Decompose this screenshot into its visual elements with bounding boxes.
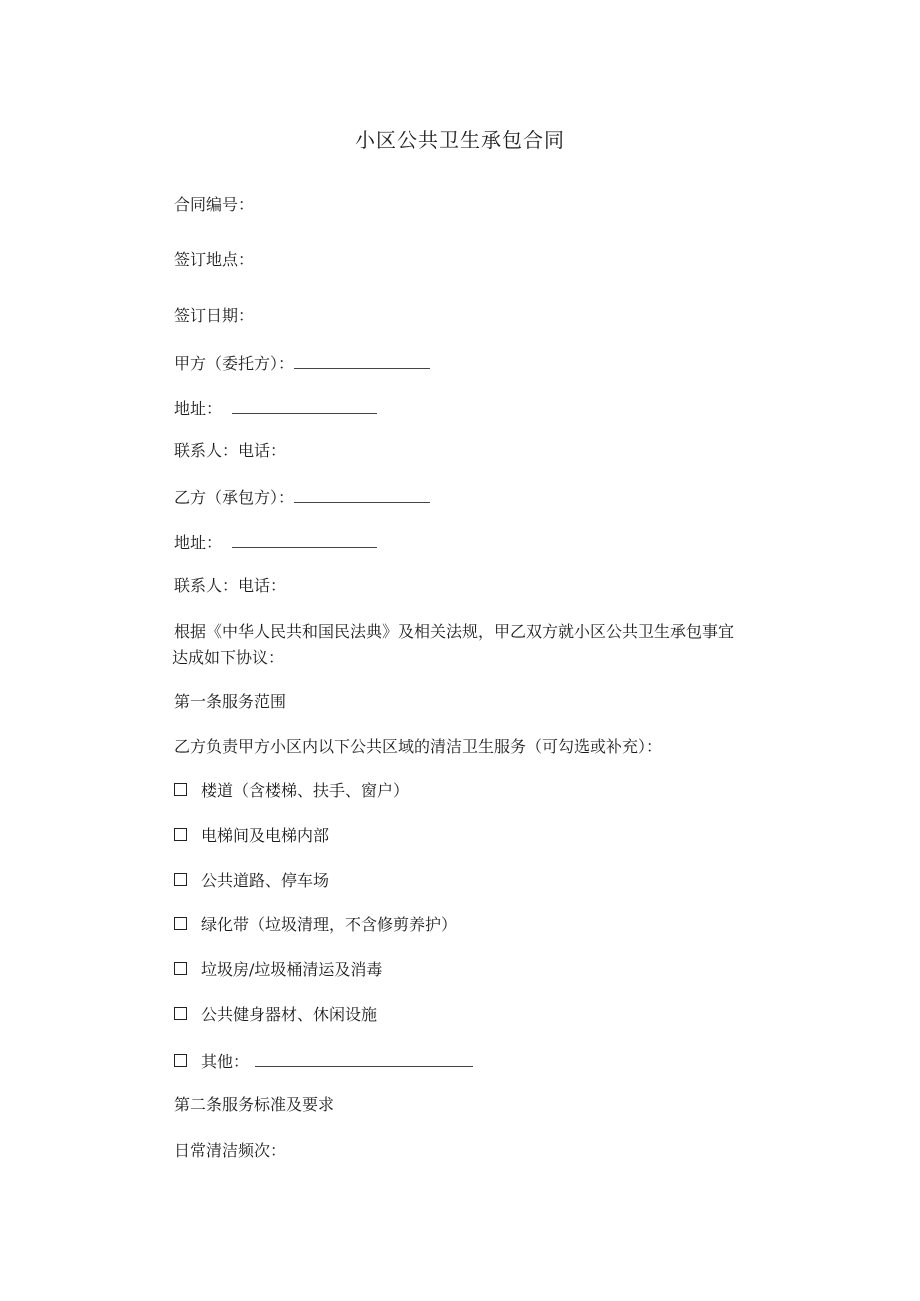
service-item: 垃圾房/垃圾桶清运及消毒 [174,958,382,982]
service-item: 电梯间及电梯内部 [174,824,329,848]
checkbox-icon[interactable] [174,783,187,796]
other-blank[interactable] [255,1048,473,1067]
article2-subheading: 日常清洁频次： [174,1141,287,1160]
service-item-other: 其他： [174,1048,473,1074]
sign-date-field: 签订日期： [174,306,255,325]
sign-place-field: 签订地点： [174,250,255,269]
service-item: 公共健身器材、休闲设施 [174,1003,377,1027]
article2-heading: 第二条服务标准及要求 [174,1095,335,1114]
article1-heading: 第一条服务范围 [174,692,287,711]
party-a-label: 甲方（委托方）： [174,354,295,373]
party-a-address-blank[interactable] [232,395,377,414]
article1-intro: 乙方负责甲方小区内以下公共区域的清洁卫生服务（可勾选或补充）： [174,737,663,756]
checkbox-icon[interactable] [174,1054,187,1067]
party-b-address-row [174,529,377,555]
contract-number-field: 合同编号： [174,195,255,214]
party-a-row [174,350,430,376]
checkbox-icon[interactable] [174,1007,187,1020]
party-a-contact-row: 联系人：电话： [174,441,287,460]
party-b-row [174,484,430,510]
party-a-address-label: 地址： [174,399,223,418]
party-b-label: 乙方（承包方）： [174,488,295,507]
party-b-blank[interactable] [294,484,430,503]
party-b-address-label: 地址： [174,533,223,552]
party-a-blank[interactable] [294,350,430,369]
party-b-contact-row: 联系人：电话： [174,576,287,595]
party-a-address-row [174,395,377,421]
checkbox-icon[interactable] [174,962,187,975]
checkbox-icon[interactable] [174,917,187,930]
service-item: 绿化带（垃圾清理，不含修剪养护） [174,913,457,937]
service-item: 公共道路、停车场 [174,869,329,893]
service-item: 楼道（含楼梯、扶手、窗户） [174,779,409,803]
preamble-line-2: 达成如下协议： [172,648,285,667]
checkbox-icon[interactable] [174,873,187,886]
party-b-address-blank[interactable] [232,529,377,548]
document-title: 小区公共卫生承包合同 [355,128,565,152]
checkbox-icon[interactable] [174,828,187,841]
preamble-line-1: 根据《中华人民共和国民法典》及相关法规，甲乙双方就小区公共卫生承包事宜 [174,622,735,641]
